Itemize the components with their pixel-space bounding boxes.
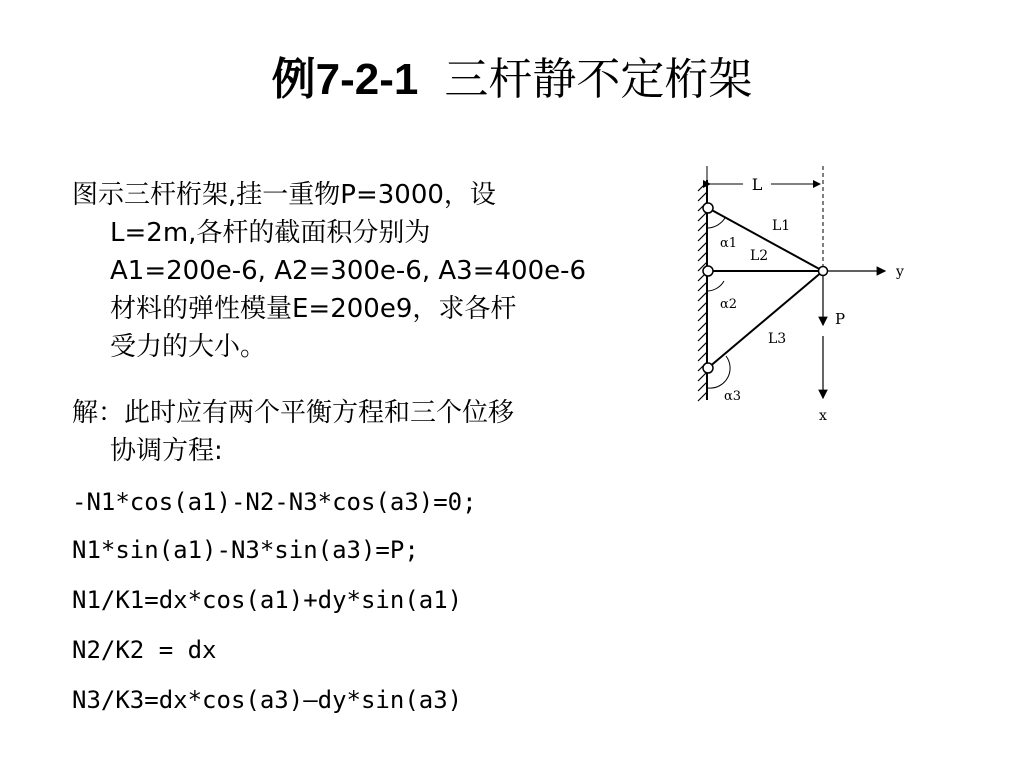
angle-arc-1: [708, 218, 725, 228]
equation-3: N1/K1=dx*cos(a1)+dy*sin(a1): [72, 586, 463, 614]
dimension-label: L: [751, 175, 763, 194]
title-example-label: 例: [271, 54, 316, 105]
truss-diagram: [680, 160, 920, 430]
problem-statement: [72, 176, 662, 366]
angle-label-2: α2: [720, 297, 738, 312]
load-label: P: [835, 310, 846, 328]
problem-line: 材料的弹性模量E=200e9，求各杆: [110, 294, 517, 324]
solution-intro: [72, 394, 662, 470]
hinge-2: [703, 266, 713, 276]
problem-line: A1=200e-6, A2=300e-6, A3=400e-6: [110, 256, 587, 286]
bar-label-3: L3: [768, 331, 787, 347]
equation-2: N1*sin(a1)-N3*sin(a3)=P;: [72, 536, 419, 564]
bar-label-2: L2: [750, 248, 769, 264]
problem-line: 图示三杆桁架,挂一重物P=3000，设: [72, 180, 496, 210]
equation-1: -N1*cos(a1)-N2-N3*cos(a3)=0;: [72, 488, 477, 516]
equation-5: N3/K3=dx*cos(a3)—dy*sin(a3): [72, 686, 463, 714]
axis-y-label: y: [896, 264, 904, 280]
angle-arc-2: [708, 281, 724, 291]
problem-line: 受力的大小。: [110, 332, 267, 362]
hinge-1: [703, 203, 713, 213]
bar-label-1: L1: [772, 218, 791, 234]
angle-label-3: α3: [724, 389, 742, 404]
joint-node: [819, 267, 828, 276]
equation-4: N2/K2 = dx: [72, 636, 217, 664]
solution-line: 解：此时应有两个平衡方程和三个位移: [72, 398, 515, 428]
slide-title: [0, 48, 1024, 112]
title-number: 7-2-1: [315, 55, 419, 104]
solution-line: 协调方程:: [110, 436, 223, 466]
angle-label-1: α1: [720, 236, 738, 251]
axis-x-label: x: [819, 408, 827, 424]
problem-line: L=2m,各杆的截面积分别为: [110, 218, 431, 248]
bar-3: [708, 271, 823, 368]
title-name: 三杆静不定桁架: [444, 54, 753, 105]
hinge-3: [703, 363, 713, 373]
